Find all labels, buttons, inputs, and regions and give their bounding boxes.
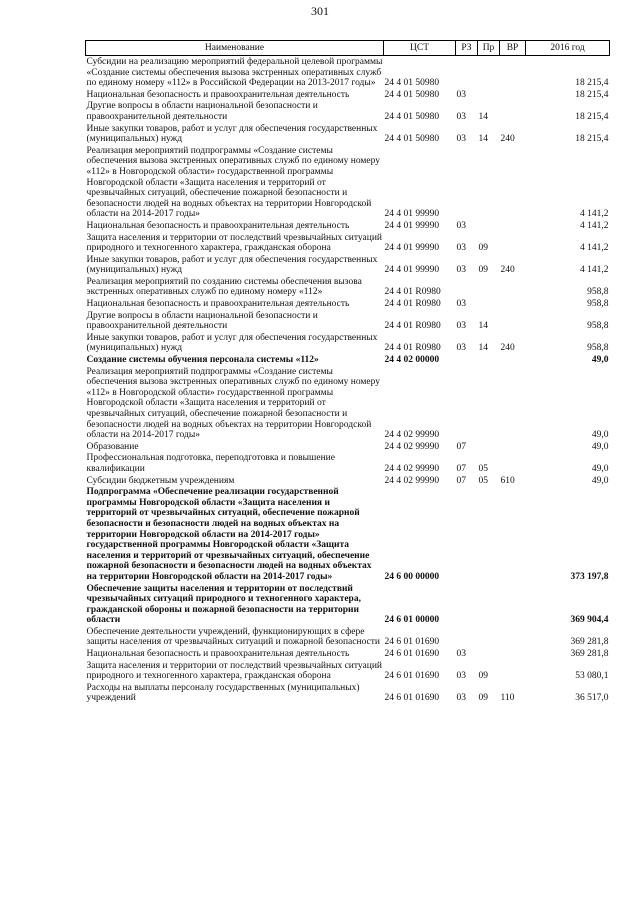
- row-name: Реализация мероприятий подпрограммы «Создание системы обеспечения вызова экстренных оперативных служб по единому номеру «112» в Новгородской области» государственной программы Новгородской области «Защита населения и территорий от чрезвычайных ситуаций, обеспечение пожарной безопасности и безопасности людей на водных объектах на территории Новгородской области на 2014-2017 годы»: [86, 366, 381, 441]
- row-rz: 03: [456, 134, 466, 145]
- row-pr: [478, 366, 500, 441]
- row-name: Защита населения и территории от последствий чрезвычайных ситуаций природного и техногенного характера, гражданская оборона: [86, 232, 383, 254]
- row-rz: 03: [456, 343, 466, 354]
- row-name: Реализация мероприятий подпрограммы «Создание системы обеспечения вызова экстренных оперативных служб по единому номеру «112» в Новгородской области» государственной программы Новгородской области «Защита населения и территорий от чрезвычайных ситуаций, обеспечение пожарной безопасности и безопасности людей на водных объектах на территории Новгородской области на 2014-2017 годы»: [86, 145, 381, 220]
- row-amount: 49,0: [591, 463, 609, 474]
- row-rz: [456, 366, 478, 441]
- row-rz: 07: [456, 475, 466, 486]
- row-rz: 03: [456, 89, 466, 100]
- table-row: [86, 298, 610, 310]
- row-vr: [500, 56, 526, 89]
- table-row: [86, 332, 610, 354]
- row-vr: 110: [500, 693, 515, 704]
- header-year: 2016 год: [526, 41, 610, 56]
- row-amount: 373 197,8: [570, 571, 609, 582]
- row-amount: 18 215,4: [575, 89, 609, 100]
- row-amount: 958,8: [587, 299, 609, 310]
- row-rz: 03: [456, 243, 466, 254]
- table-row: [86, 145, 610, 220]
- row-amount: 49,0: [591, 441, 609, 452]
- row-pr: 14: [478, 343, 488, 354]
- table-row: [86, 626, 610, 648]
- row-amount: 369 281,8: [570, 637, 609, 648]
- table-row: [86, 486, 610, 582]
- row-rz: 03: [456, 111, 466, 122]
- row-name: Профессиональная подготовка, переподготовка и повышение квалификации: [86, 453, 335, 474]
- row-pr: [478, 220, 500, 232]
- row-name: Обеспечение защиты населения и территории от последствий чрезвычайных ситуаций природного и техногенного характера, гражданской обороны и пожарной безопасности на территории области: [86, 583, 361, 626]
- table-row: [86, 254, 610, 276]
- row-vr: [500, 220, 526, 232]
- row-cst: 24 4 01 99990: [384, 220, 440, 231]
- row-name: Национальная безопасность и правоохранительная деятельность: [86, 649, 350, 660]
- page-number: 301: [311, 4, 329, 18]
- row-vr: [500, 660, 526, 682]
- row-pr: [478, 441, 500, 453]
- row-vr: [500, 276, 526, 298]
- row-vr: [500, 298, 526, 310]
- row-rz: 03: [456, 693, 466, 704]
- row-cst: 24 4 01 R0980: [384, 343, 441, 354]
- row-pr: 05: [478, 463, 488, 474]
- row-rz: 07: [456, 463, 466, 474]
- row-name: Иные закупки товаров, работ и услуг для обеспечения государственных (муниципальных) нужд: [86, 123, 378, 145]
- row-name: Субсидии бюджетным учреждениям: [86, 475, 235, 486]
- table-row: [86, 354, 610, 366]
- table-row: [86, 660, 610, 682]
- row-name: Другие вопросы в области национальной безопасности и правоохранительной деятельности: [86, 310, 318, 332]
- row-pr: 09: [478, 671, 488, 682]
- row-cst: 24 6 00 00000: [384, 571, 440, 582]
- table-row: [86, 100, 610, 122]
- row-cst: 24 4 01 50980: [384, 134, 440, 145]
- row-amount: 36 517,0: [575, 693, 609, 704]
- row-amount: 49,0: [591, 355, 609, 366]
- row-pr: [478, 486, 500, 582]
- row-name: Защита населения и территории от последствий чрезвычайных ситуаций природного и техногенного характера, гражданская оборона: [86, 660, 383, 682]
- row-name: Подпрограмма «Обеспечение реализации государственной программы Новгородской области «Защита населения и территорий от чрезвычайных ситуаций, обеспечение пожарной безопасности и безопасности людей на водных объектах на территории Новгородской области на 2014-2017 годы» государственной программы Новгородской области «Защита населения и территорий от чрезвычайных ситуаций, обеспечение пожарной безопасности и безопасности людей на водных объектах на территории Новгородской области на 2014-2017 годы»: [86, 487, 372, 582]
- row-vr: [500, 583, 526, 626]
- table-row: [86, 56, 610, 89]
- row-name: Расходы на выплаты персоналу государственных (муниципальных) учреждений: [86, 682, 360, 704]
- row-amount: 4 141,2: [580, 220, 609, 231]
- table-row: [86, 123, 610, 145]
- row-vr: [500, 232, 526, 254]
- row-name: Другие вопросы в области национальной безопасности и правоохранительной деятельности: [86, 101, 318, 122]
- row-rz: [456, 276, 478, 298]
- row-rz: 03: [456, 649, 466, 660]
- header-name: Наименование: [86, 41, 384, 56]
- row-amount: 18 215,4: [575, 111, 609, 122]
- row-vr: [500, 486, 526, 582]
- row-pr: [478, 89, 500, 101]
- row-cst: 24 4 01 R0980: [384, 287, 441, 298]
- row-vr: [500, 89, 526, 101]
- table-row: [86, 89, 610, 101]
- row-rz: 03: [456, 321, 466, 332]
- table-row: [86, 232, 610, 254]
- row-name: Национальная безопасность и правоохранительная деятельность: [86, 220, 350, 231]
- header-pr: Пр: [478, 41, 500, 56]
- row-cst: 24 4 01 99990: [384, 243, 440, 254]
- row-amount: 18 215,4: [575, 134, 609, 145]
- row-pr: [478, 276, 500, 298]
- row-amount: 4 141,2: [580, 243, 609, 254]
- header-rz: РЗ: [456, 41, 478, 56]
- row-vr: [500, 366, 526, 441]
- table-row: [86, 475, 610, 487]
- header-vr: ВР: [500, 41, 526, 56]
- row-amount: 369 281,8: [570, 649, 609, 660]
- row-amount: 4 141,2: [580, 209, 609, 220]
- row-cst: 24 6 01 01690: [384, 693, 440, 704]
- row-pr: [478, 354, 500, 366]
- row-cst: 24 4 01 99990: [384, 209, 440, 220]
- row-amount: 4 141,2: [580, 265, 609, 276]
- row-pr: 05: [478, 475, 488, 486]
- row-pr: 09: [478, 265, 488, 276]
- row-rz: [456, 145, 478, 220]
- row-cst: 24 4 01 R0980: [384, 321, 441, 332]
- table-row: [86, 441, 610, 453]
- table-header-row: [86, 41, 610, 56]
- table-row: [86, 452, 610, 474]
- row-vr: [500, 452, 526, 474]
- row-cst: 24 4 01 50980: [384, 78, 440, 89]
- row-rz: [456, 486, 478, 582]
- row-amount: 49,0: [591, 475, 609, 486]
- row-cst: 24 4 02 00000: [384, 355, 440, 366]
- row-pr: [478, 298, 500, 310]
- row-amount: 18 215,4: [575, 78, 609, 89]
- row-cst: 24 4 02 99990: [384, 441, 440, 452]
- row-cst: 24 4 02 99990: [384, 430, 440, 441]
- row-pr: [478, 145, 500, 220]
- row-rz: [456, 583, 478, 626]
- row-pr: 14: [478, 111, 488, 122]
- row-rz: 03: [456, 220, 466, 231]
- row-vr: 610: [500, 475, 515, 486]
- row-rz: 07: [456, 441, 466, 452]
- table-row: [86, 310, 610, 332]
- table-row: [86, 682, 610, 704]
- row-name: Обеспечение деятельности учреждений, функционирующих в сфере защиты населения от чрезвычайных ситуаций и пожарной безопасности: [86, 626, 381, 648]
- row-name: Создание системы обучения персонала системы «112»: [86, 355, 319, 366]
- row-name: Иные закупки товаров, работ и услуг для обеспечения государственных (муниципальных) нужд: [86, 332, 378, 354]
- row-rz: [456, 354, 478, 366]
- row-rz: 03: [456, 265, 466, 276]
- row-pr: 09: [478, 693, 488, 704]
- row-name: Образование: [86, 441, 139, 452]
- row-rz: [456, 626, 478, 648]
- row-cst: 24 4 02 99990: [384, 463, 440, 474]
- row-pr: [478, 648, 500, 660]
- row-amount: 958,8: [587, 343, 609, 354]
- row-cst: 24 4 02 99990: [384, 475, 440, 486]
- row-name: Реализация мероприятий по созданию системы обеспечения вызова экстренных оперативных служб по единому номеру «112»: [86, 276, 362, 298]
- row-pr: [478, 583, 500, 626]
- row-rz: 03: [456, 299, 466, 310]
- row-vr: [500, 626, 526, 648]
- row-rz: [456, 56, 478, 89]
- row-cst: 24 4 01 50980: [384, 89, 440, 100]
- row-cst: 24 6 01 01690: [384, 671, 440, 682]
- row-pr: 09: [478, 243, 488, 254]
- row-pr: [478, 56, 500, 89]
- row-amount: 369 904,4: [570, 615, 609, 626]
- row-rz: 03: [456, 671, 466, 682]
- row-amount: 53 080,1: [575, 671, 609, 682]
- table-row: [86, 220, 610, 232]
- row-vr: [500, 354, 526, 366]
- row-cst: 24 6 01 01690: [384, 649, 440, 660]
- row-pr: 14: [478, 134, 488, 145]
- row-amount: 958,8: [587, 321, 609, 332]
- table-row: [86, 583, 610, 626]
- row-vr: 240: [500, 265, 515, 276]
- budget-table: [85, 40, 610, 704]
- row-vr: [500, 648, 526, 660]
- row-pr: [478, 626, 500, 648]
- header-cst: ЦСТ: [384, 41, 456, 56]
- row-cst: 24 6 01 01690: [384, 637, 440, 648]
- table-row: [86, 648, 610, 660]
- table-row: [86, 276, 610, 298]
- row-name: Субсидии на реализацию мероприятий федеральной целевой программы «Создание системы обеспечения вызова экстренных оперативных служб по единому номеру «112» в Российской Федерации на 2013-2017 годы»: [86, 57, 383, 89]
- row-cst: 24 4 01 99990: [384, 265, 440, 276]
- row-amount: 49,0: [591, 430, 609, 441]
- row-vr: [500, 310, 526, 332]
- row-cst: 24 4 01 50980: [384, 111, 440, 122]
- row-cst: 24 4 01 R0980: [384, 299, 441, 310]
- row-name: Национальная безопасность и правоохранительная деятельность: [86, 89, 350, 100]
- row-vr: [500, 441, 526, 453]
- table-row: [86, 366, 610, 441]
- row-vr: [500, 100, 526, 122]
- row-vr: 240: [500, 134, 515, 145]
- row-pr: 14: [478, 321, 488, 332]
- row-vr: 240: [500, 343, 515, 354]
- row-cst: 24 6 01 00000: [384, 615, 440, 626]
- row-amount: 958,8: [587, 287, 609, 298]
- row-name: Иные закупки товаров, работ и услуг для обеспечения государственных (муниципальных) нужд: [86, 254, 378, 276]
- row-name: Национальная безопасность и правоохранительная деятельность: [86, 299, 350, 310]
- row-vr: [500, 145, 526, 220]
